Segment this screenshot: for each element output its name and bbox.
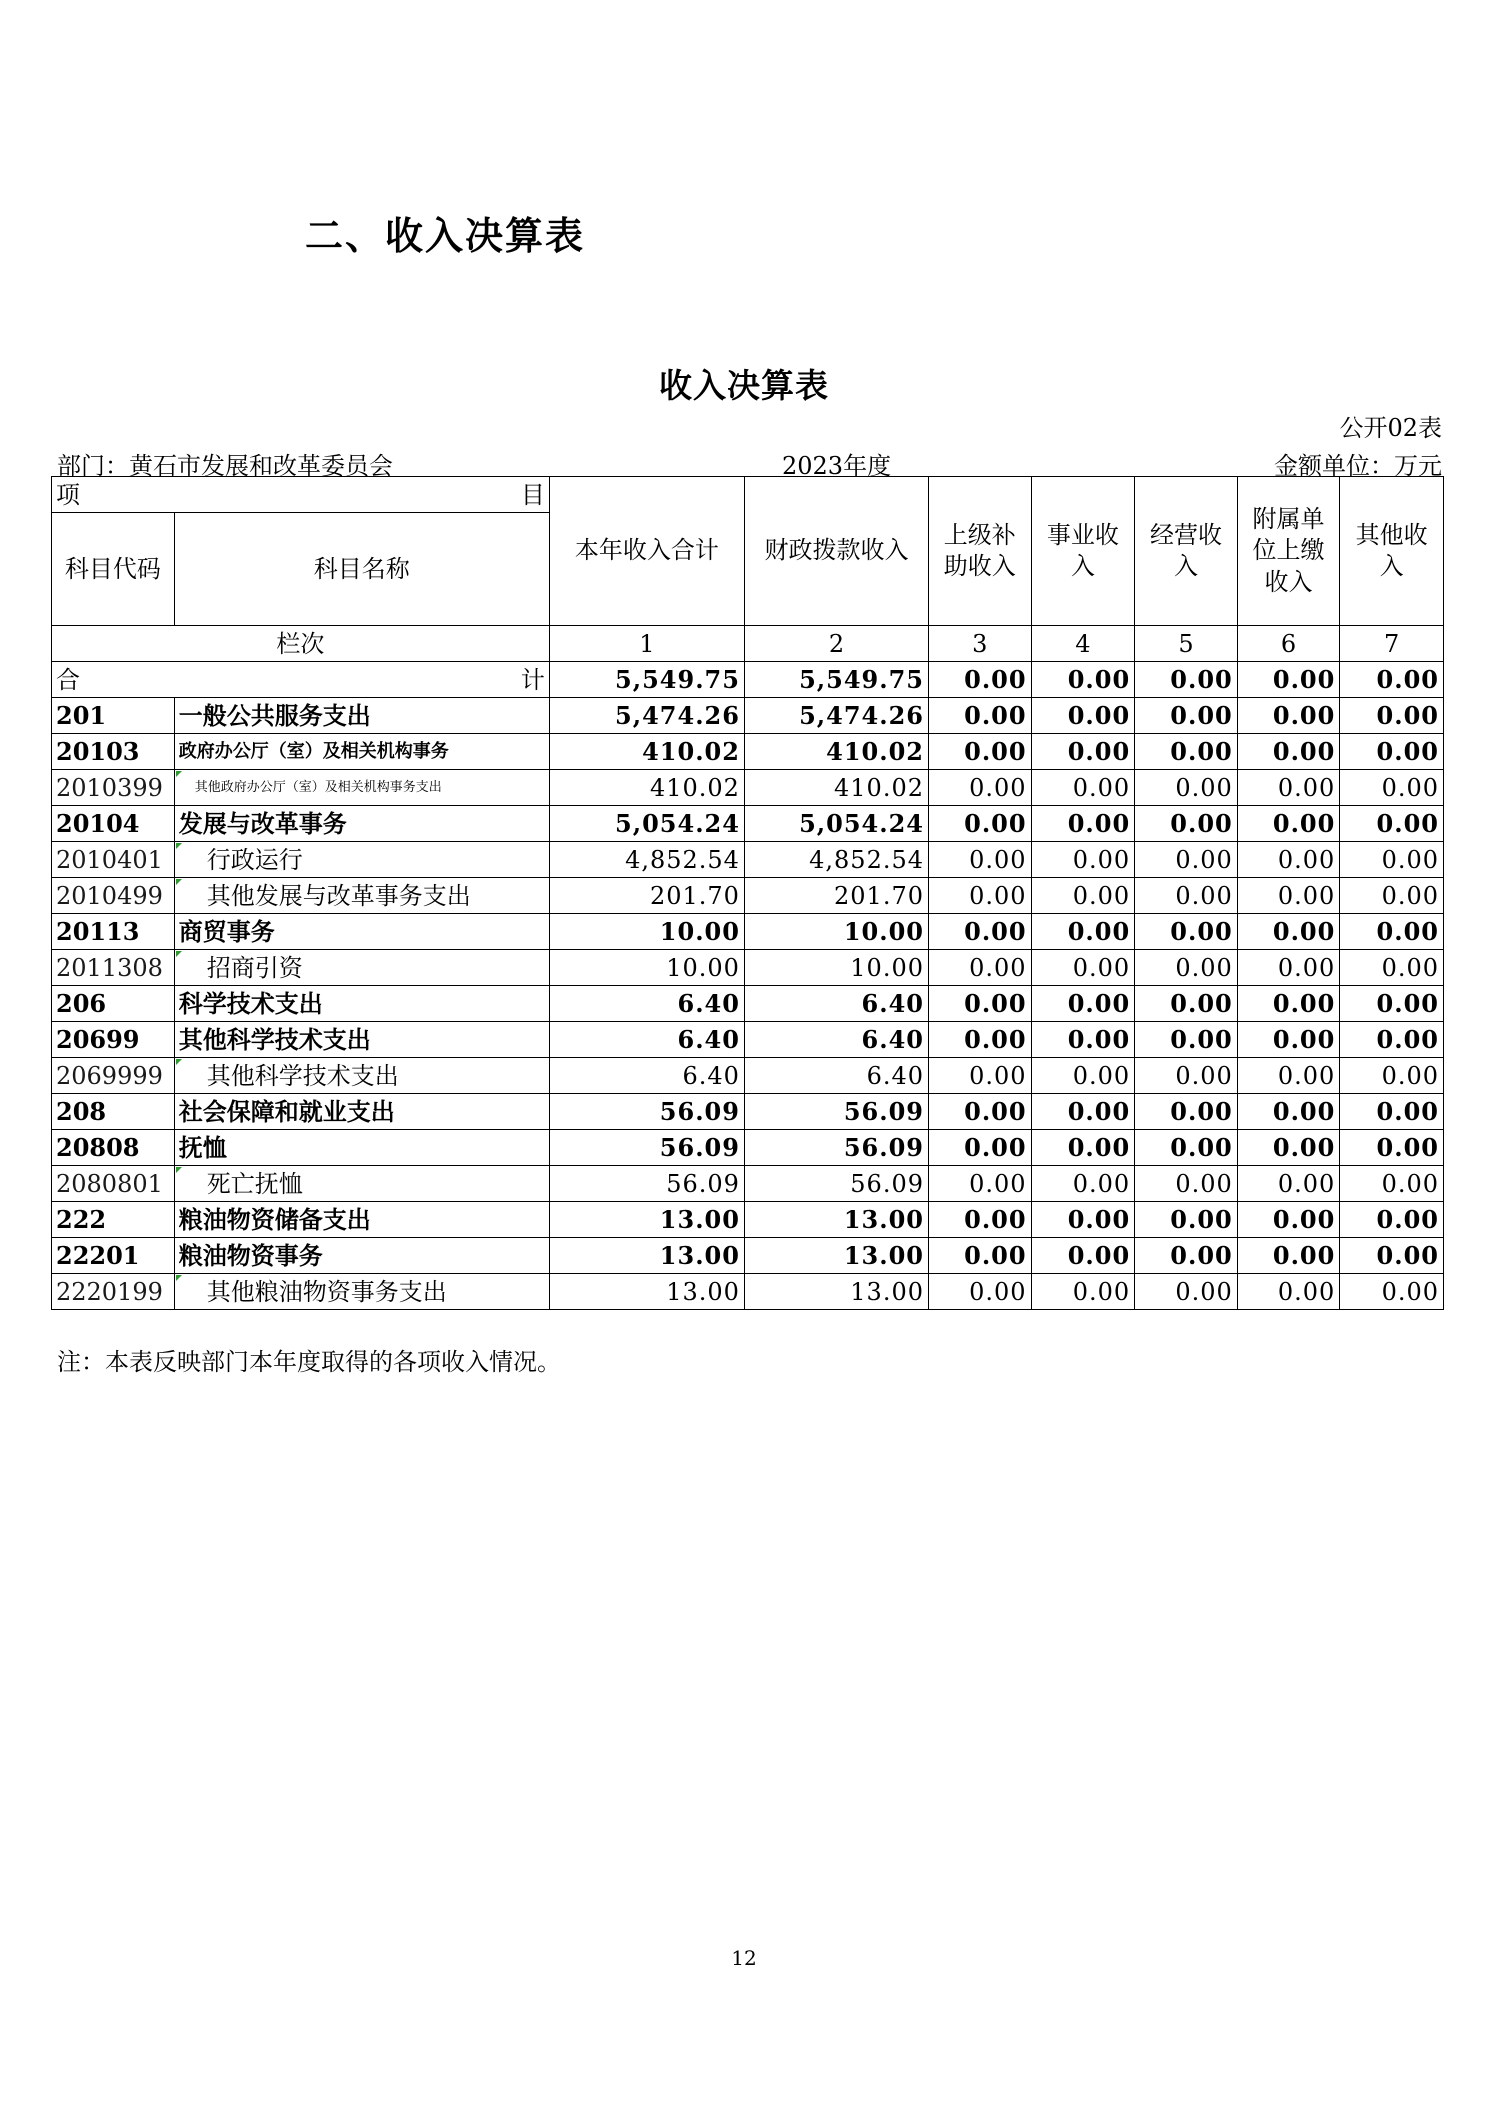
amount-cell: 0.00 [929, 1166, 1032, 1202]
header-subject-code: 科目代码 [52, 513, 175, 626]
header-item-cell [52, 477, 550, 513]
subject-name [174, 1022, 549, 1058]
amount-cell: 0.00 [1031, 1022, 1135, 1058]
total-value: 0.00 [1135, 662, 1238, 698]
subject-code: 2069999 [52, 1058, 175, 1094]
cell-marker-icon [176, 1059, 182, 1065]
subject-code: 2220199 [52, 1274, 175, 1310]
total-value: 5,549.75 [744, 662, 928, 698]
total-value: 5,549.75 [549, 662, 744, 698]
total-label-right: 计 [520, 665, 545, 694]
subject-name [174, 1058, 549, 1094]
amount-cell: 0.00 [1031, 806, 1135, 842]
amount-cell: 0.00 [1135, 842, 1238, 878]
amount-cell: 0.00 [1340, 986, 1444, 1022]
subject-code: 2010401 [52, 842, 175, 878]
table-row [52, 1022, 1444, 1058]
amount-cell: 0.00 [1340, 950, 1444, 986]
amount-cell: 201.70 [744, 878, 928, 914]
total-value: 0.00 [1237, 662, 1340, 698]
table-note: 注：本表反映部门本年度取得的各项收入情况。 [57, 1348, 561, 1376]
subject-name [174, 1238, 549, 1274]
subject-name-text: 政府办公厅（室）及相关机构事务 [178, 740, 449, 762]
amount-cell: 0.00 [1135, 878, 1238, 914]
subject-code: 20808 [52, 1130, 175, 1166]
amount-cell: 0.00 [929, 878, 1032, 914]
table-title: 收入决算表 [659, 366, 829, 405]
header-mu: 目 [520, 480, 545, 509]
table-row [52, 1166, 1444, 1202]
amount-cell: 0.00 [1031, 770, 1135, 806]
subject-code: 20103 [52, 734, 175, 770]
amount-cell: 0.00 [1031, 986, 1135, 1022]
amount-cell: 0.00 [1031, 1166, 1135, 1202]
amount-cell: 6.40 [549, 1022, 744, 1058]
subject-name-text: 行政运行 [206, 845, 303, 874]
header-col-fiscal-appropriation: 财政拨款收入 [744, 477, 928, 626]
amount-cell: 0.00 [1031, 1130, 1135, 1166]
total-value: 0.00 [1340, 662, 1444, 698]
amount-unit: 金额单位：万元 [1274, 452, 1442, 480]
column-number: 1 [549, 626, 744, 662]
subject-name-text: 其他发展与改革事务支出 [206, 881, 471, 910]
amount-cell: 13.00 [549, 1274, 744, 1310]
amount-cell: 5,474.26 [549, 698, 744, 734]
amount-cell: 13.00 [744, 1238, 928, 1274]
subject-name [174, 986, 549, 1022]
amount-cell: 0.00 [1031, 1274, 1135, 1310]
subject-code: 2011308 [52, 950, 175, 986]
amount-cell: 410.02 [549, 734, 744, 770]
subject-code: 201 [52, 698, 175, 734]
amount-cell: 0.00 [1340, 1202, 1444, 1238]
amount-cell: 0.00 [1237, 842, 1340, 878]
amount-cell: 0.00 [1340, 1022, 1444, 1058]
amount-cell: 0.00 [929, 770, 1032, 806]
amount-cell: 0.00 [1135, 1166, 1238, 1202]
amount-cell: 0.00 [929, 1130, 1032, 1166]
subject-name-text: 其他粮油物资事务支出 [206, 1277, 447, 1306]
form-number: 公开02表 [1339, 414, 1442, 442]
subject-name-text: 抚恤 [178, 1132, 227, 1162]
amount-cell: 0.00 [1340, 698, 1444, 734]
subject-name-text: 死亡抚恤 [206, 1169, 303, 1198]
column-number: 6 [1237, 626, 1340, 662]
table-row [52, 878, 1444, 914]
amount-cell: 0.00 [1340, 842, 1444, 878]
subject-code: 208 [52, 1094, 175, 1130]
header-col-operating-income: 经营收入 [1135, 477, 1238, 626]
subject-name [174, 806, 549, 842]
column-number: 2 [744, 626, 928, 662]
amount-cell: 0.00 [1031, 950, 1135, 986]
subject-name-text: 招商引资 [206, 953, 303, 982]
amount-cell: 56.09 [744, 1094, 928, 1130]
amount-cell: 56.09 [549, 1166, 744, 1202]
amount-cell: 0.00 [1031, 734, 1135, 770]
amount-cell: 56.09 [549, 1130, 744, 1166]
amount-cell: 0.00 [1135, 914, 1238, 950]
amount-cell: 0.00 [1237, 1202, 1340, 1238]
amount-cell: 13.00 [744, 1202, 928, 1238]
amount-cell: 0.00 [929, 1238, 1032, 1274]
amount-cell: 56.09 [744, 1130, 928, 1166]
subject-code: 22201 [52, 1238, 175, 1274]
amount-cell: 0.00 [1031, 698, 1135, 734]
subject-name [174, 734, 549, 770]
department-label: 部门：黄石市发展和改革委员会 [57, 452, 393, 480]
amount-cell: 6.40 [744, 986, 928, 1022]
amount-cell: 0.00 [1031, 1238, 1135, 1274]
cell-marker-icon [176, 843, 182, 849]
subject-name [174, 1274, 549, 1310]
amount-cell: 6.40 [549, 986, 744, 1022]
column-number: 4 [1031, 626, 1135, 662]
amount-cell: 0.00 [929, 1274, 1032, 1310]
subject-name [174, 878, 549, 914]
cell-marker-icon [176, 771, 182, 777]
column-number: 7 [1340, 626, 1444, 662]
amount-cell: 10.00 [549, 950, 744, 986]
subject-name [174, 1094, 549, 1130]
subject-name-text: 社会保障和就业支出 [178, 1096, 395, 1126]
amount-cell: 0.00 [1031, 842, 1135, 878]
amount-cell: 0.00 [1031, 1058, 1135, 1094]
amount-cell: 10.00 [744, 950, 928, 986]
amount-cell: 10.00 [549, 914, 744, 950]
subject-code: 206 [52, 986, 175, 1022]
subject-code: 2010399 [52, 770, 175, 806]
cell-marker-icon [176, 879, 182, 885]
subject-name-text: 其他政府办公厅（室）及相关机构事务支出 [194, 780, 442, 795]
amount-cell: 0.00 [1135, 806, 1238, 842]
amount-cell: 0.00 [929, 698, 1032, 734]
cell-marker-icon [176, 951, 182, 957]
table-row [52, 734, 1444, 770]
amount-cell: 0.00 [1340, 914, 1444, 950]
amount-cell: 0.00 [1340, 1238, 1444, 1274]
amount-cell: 0.00 [929, 1022, 1032, 1058]
amount-cell: 0.00 [1031, 1094, 1135, 1130]
amount-cell: 0.00 [1135, 1202, 1238, 1238]
total-value: 0.00 [929, 662, 1032, 698]
total-label-left: 合 [56, 665, 80, 694]
amount-cell: 5,054.24 [744, 806, 928, 842]
amount-cell: 0.00 [1340, 1274, 1444, 1310]
subject-name-text: 其他科学技术支出 [206, 1061, 399, 1090]
amount-cell: 0.00 [929, 950, 1032, 986]
header-col-superior-subsidy: 上级补助收入 [929, 477, 1032, 626]
income-final-accounts-table [51, 476, 1444, 1310]
amount-cell: 410.02 [744, 734, 928, 770]
amount-cell: 0.00 [1340, 1166, 1444, 1202]
amount-cell: 0.00 [1237, 1238, 1340, 1274]
amount-cell: 0.00 [1340, 734, 1444, 770]
amount-cell: 0.00 [1340, 1094, 1444, 1130]
amount-cell: 0.00 [1237, 1058, 1340, 1094]
subject-code: 20699 [52, 1022, 175, 1058]
subject-name [174, 698, 549, 734]
subject-name-text: 商贸事务 [178, 916, 275, 946]
amount-cell: 0.00 [1135, 1238, 1238, 1274]
amount-cell: 0.00 [1135, 698, 1238, 734]
amount-cell: 0.00 [1237, 734, 1340, 770]
amount-cell: 5,474.26 [744, 698, 928, 734]
amount-cell: 0.00 [1237, 698, 1340, 734]
amount-cell: 0.00 [929, 842, 1032, 878]
subject-name [174, 950, 549, 986]
amount-cell: 0.00 [1237, 986, 1340, 1022]
amount-cell: 410.02 [549, 770, 744, 806]
table-row [52, 1274, 1444, 1310]
amount-cell: 13.00 [549, 1202, 744, 1238]
amount-cell: 0.00 [1135, 1094, 1238, 1130]
amount-cell: 4,852.54 [549, 842, 744, 878]
amount-cell: 6.40 [549, 1058, 744, 1094]
column-number-row [52, 626, 1444, 662]
subject-name [174, 914, 549, 950]
amount-cell: 0.00 [1340, 1058, 1444, 1094]
subject-code: 222 [52, 1202, 175, 1238]
section-title: 二、收入决算表 [305, 214, 586, 258]
amount-cell: 0.00 [1031, 1202, 1135, 1238]
amount-cell: 0.00 [1237, 878, 1340, 914]
amount-cell: 0.00 [1135, 1022, 1238, 1058]
amount-cell: 0.00 [929, 806, 1032, 842]
subject-name-text: 一般公共服务支出 [178, 700, 371, 730]
subject-name-text: 粮油物资事务 [178, 1240, 323, 1270]
amount-cell: 0.00 [1237, 806, 1340, 842]
amount-cell: 0.00 [1135, 986, 1238, 1022]
table-row [52, 986, 1444, 1022]
subject-name-text: 发展与改革事务 [178, 808, 347, 838]
header-col-other-income: 其他收入 [1340, 477, 1444, 626]
amount-cell: 6.40 [744, 1022, 928, 1058]
amount-cell: 0.00 [929, 914, 1032, 950]
subject-name-text: 科学技术支出 [178, 988, 323, 1018]
table-row [52, 1094, 1444, 1130]
table-row [52, 770, 1444, 806]
amount-cell: 410.02 [744, 770, 928, 806]
subject-code: 2080801 [52, 1166, 175, 1202]
subject-name [174, 1130, 549, 1166]
total-label-cell [52, 662, 550, 698]
amount-cell: 0.00 [1340, 770, 1444, 806]
amount-cell: 0.00 [929, 734, 1032, 770]
cell-marker-icon [176, 1167, 182, 1173]
lanci-label: 栏次 [52, 626, 550, 662]
header-col-affiliated-units: 附属单位上缴收入 [1237, 477, 1340, 626]
column-number: 3 [929, 626, 1032, 662]
amount-cell: 0.00 [929, 1058, 1032, 1094]
table-row [52, 806, 1444, 842]
amount-cell: 13.00 [744, 1274, 928, 1310]
amount-cell: 6.40 [744, 1058, 928, 1094]
column-number: 5 [1135, 626, 1238, 662]
amount-cell: 0.00 [1237, 1166, 1340, 1202]
table-row [52, 1130, 1444, 1166]
header-col-business-income: 事业收入 [1031, 477, 1135, 626]
header-xiang: 项 [56, 480, 80, 509]
table-row [52, 1202, 1444, 1238]
amount-cell: 5,054.24 [549, 806, 744, 842]
amount-cell: 0.00 [1340, 878, 1444, 914]
header-col-total-income: 本年收入合计 [549, 477, 744, 626]
amount-cell: 4,852.54 [744, 842, 928, 878]
amount-cell: 0.00 [1340, 1130, 1444, 1166]
subject-name [174, 1202, 549, 1238]
amount-cell: 0.00 [1237, 1094, 1340, 1130]
amount-cell: 0.00 [1135, 1274, 1238, 1310]
amount-cell: 56.09 [549, 1094, 744, 1130]
table-row [52, 1238, 1444, 1274]
amount-cell: 0.00 [1237, 770, 1340, 806]
table-row [52, 698, 1444, 734]
subject-name-text: 粮油物资储备支出 [178, 1204, 371, 1234]
amount-cell: 0.00 [1135, 1130, 1238, 1166]
header-row-item [52, 477, 1444, 513]
subject-name [174, 842, 549, 878]
amount-cell: 56.09 [744, 1166, 928, 1202]
table-row [52, 842, 1444, 878]
amount-cell: 0.00 [1340, 806, 1444, 842]
amount-cell: 0.00 [1237, 1130, 1340, 1166]
total-row [52, 662, 1444, 698]
fiscal-year: 2023年度 [782, 452, 892, 480]
subject-code: 2010499 [52, 878, 175, 914]
amount-cell: 0.00 [1135, 1058, 1238, 1094]
table-row [52, 1058, 1444, 1094]
total-value: 0.00 [1031, 662, 1135, 698]
amount-cell: 0.00 [929, 1094, 1032, 1130]
amount-cell: 0.00 [1031, 878, 1135, 914]
amount-cell: 201.70 [549, 878, 744, 914]
subject-name [174, 1166, 549, 1202]
subject-name [174, 770, 549, 806]
amount-cell: 0.00 [1237, 914, 1340, 950]
amount-cell: 0.00 [1237, 1274, 1340, 1310]
table-row [52, 950, 1444, 986]
amount-cell: 13.00 [549, 1238, 744, 1274]
amount-cell: 0.00 [1135, 734, 1238, 770]
subject-code: 20113 [52, 914, 175, 950]
amount-cell: 0.00 [1237, 950, 1340, 986]
amount-cell: 0.00 [1135, 770, 1238, 806]
amount-cell: 0.00 [1135, 950, 1238, 986]
amount-cell: 0.00 [929, 1202, 1032, 1238]
amount-cell: 0.00 [1237, 1022, 1340, 1058]
amount-cell: 10.00 [744, 914, 928, 950]
table-row [52, 914, 1444, 950]
page-number: 12 [731, 1946, 757, 1970]
subject-name-text: 其他科学技术支出 [178, 1024, 371, 1054]
cell-marker-icon [176, 1275, 182, 1281]
subject-code: 20104 [52, 806, 175, 842]
amount-cell: 0.00 [929, 986, 1032, 1022]
amount-cell: 0.00 [1031, 914, 1135, 950]
header-subject-name: 科目名称 [174, 513, 549, 626]
